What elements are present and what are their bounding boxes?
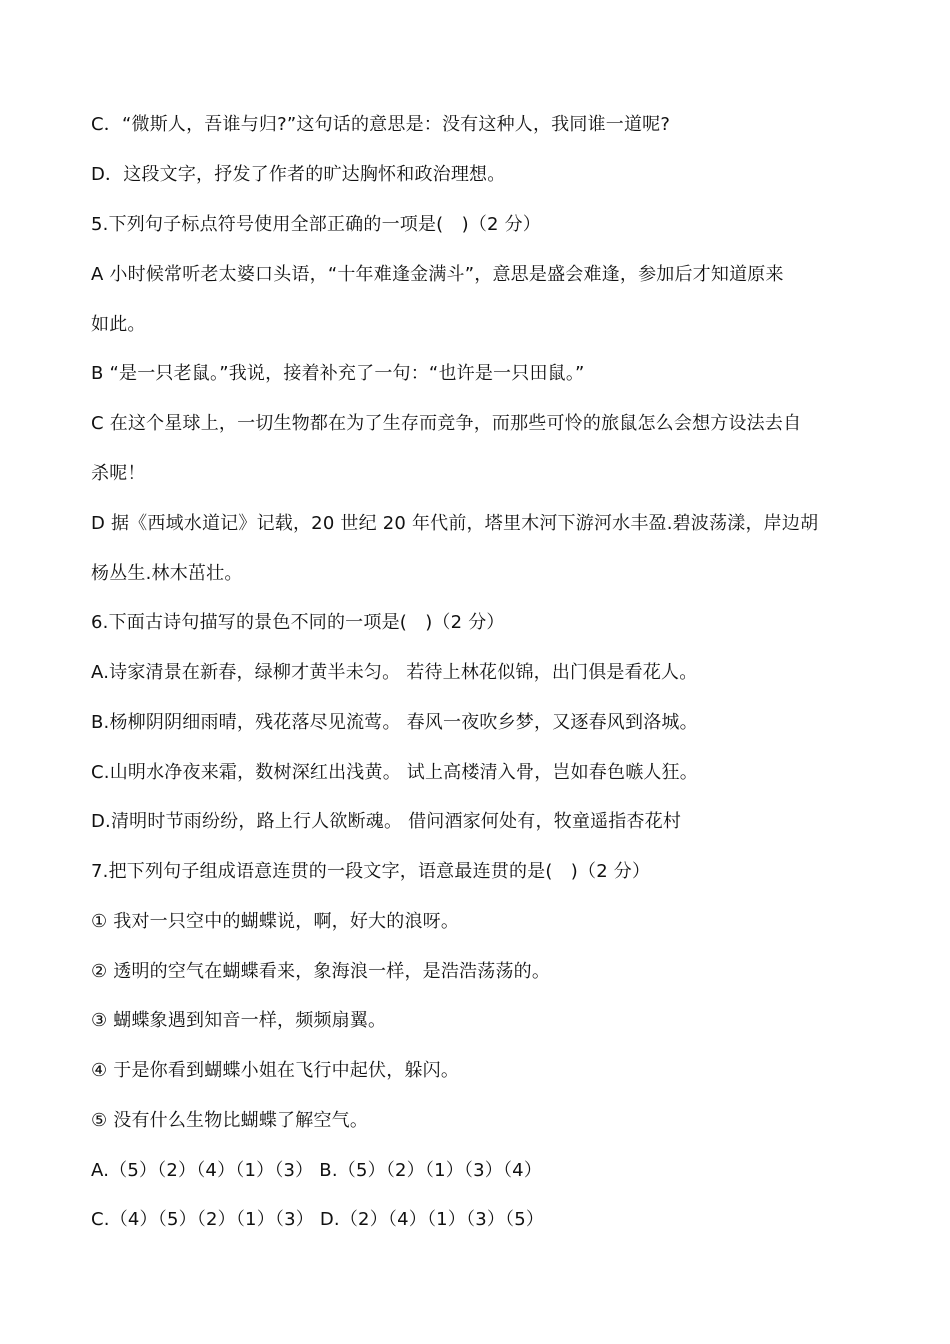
q5-option-a-line2: 如此。 bbox=[91, 314, 146, 335]
q7-options-ab: A.（5）（2）（4）（1）（3） B.（5）（2）（1）（3）（4） bbox=[91, 1160, 543, 1181]
q5-option-b: B “是一只老鼠。”我说，接着补充了一句：“也许是一只田鼠。” bbox=[91, 363, 585, 384]
q6-option-c: C.山明水净夜来霜，数树深红出浅黄。 试上高楼清入骨，岂如春色嗾人狂。 bbox=[91, 762, 699, 783]
question-7-title: 7.把下列句子组成语意连贯的一段文字，语意最连贯的是( )（2 分） bbox=[91, 861, 651, 882]
q7-sentence-5: ⑤ 没有什么生物比蝴蝶了解空气。 bbox=[91, 1110, 369, 1131]
q6-option-d: D.清明时节雨纷纷，路上行人欲断魂。 借问酒家何处有，牧童遥指杏花村 bbox=[91, 811, 682, 832]
q5-option-d-line2: 杨丛生.林木茁壮。 bbox=[91, 563, 243, 584]
option-d-line: D．这段文字，抒发了作者的旷达胸怀和政治理想。 bbox=[91, 164, 506, 185]
q6-option-a: A.诗家清景在新春，绿柳才黄半未匀。 若待上林花似锦，出门俱是看花人。 bbox=[91, 662, 698, 683]
q5-option-c-line2: 杀呢！ bbox=[91, 463, 146, 484]
q5-option-d-line1: D 据《西域水道记》记载，20 世纪 20 年代前，塔里木河下游河水丰盈.碧波荡漾，岸边胡 bbox=[91, 513, 819, 534]
q7-sentence-3: ③ 蝴蝶象遇到知音一样，频频扇翼。 bbox=[91, 1010, 387, 1031]
option-c-line: C．“微斯人，吾谁与归?”这句话的意思是：没有这种人，我同谁一道呢? bbox=[91, 114, 671, 135]
question-5-title: 5.下列句子标点符号使用全部正确的一项是( )（2 分） bbox=[91, 214, 541, 235]
q7-options-cd: C.（4）（5）（2）（1）（3） D.（2）（4）（1）（3）（5） bbox=[91, 1209, 545, 1230]
q7-sentence-4: ④ 于是你看到蝴蝶小姐在飞行中起伏，躲闪。 bbox=[91, 1060, 460, 1081]
q5-option-c-line1: C 在这个星球上，一切生物都在为了生存而竞争，而那些可怜的旅鼠怎么会想方设法去自 bbox=[91, 413, 802, 434]
question-6-title: 6.下面古诗句描写的景色不同的一项是( )（2 分） bbox=[91, 612, 505, 633]
q7-sentence-1: ① 我对一只空中的蝴蝶说，啊，好大的浪呀。 bbox=[91, 911, 460, 932]
q5-option-a-line1: A 小时候常听老太婆口头语，“十年难逢金满斗”，意思是盛会难逢，参加后才知道原来 bbox=[91, 264, 784, 285]
q6-option-b: B.杨柳阴阴细雨晴，残花落尽见流莺。 春风一夜吹乡梦，又逐春风到洛城。 bbox=[91, 712, 698, 733]
q7-sentence-2: ② 透明的空气在蝴蝶看来，象海浪一样，是浩浩荡荡的。 bbox=[91, 961, 551, 982]
